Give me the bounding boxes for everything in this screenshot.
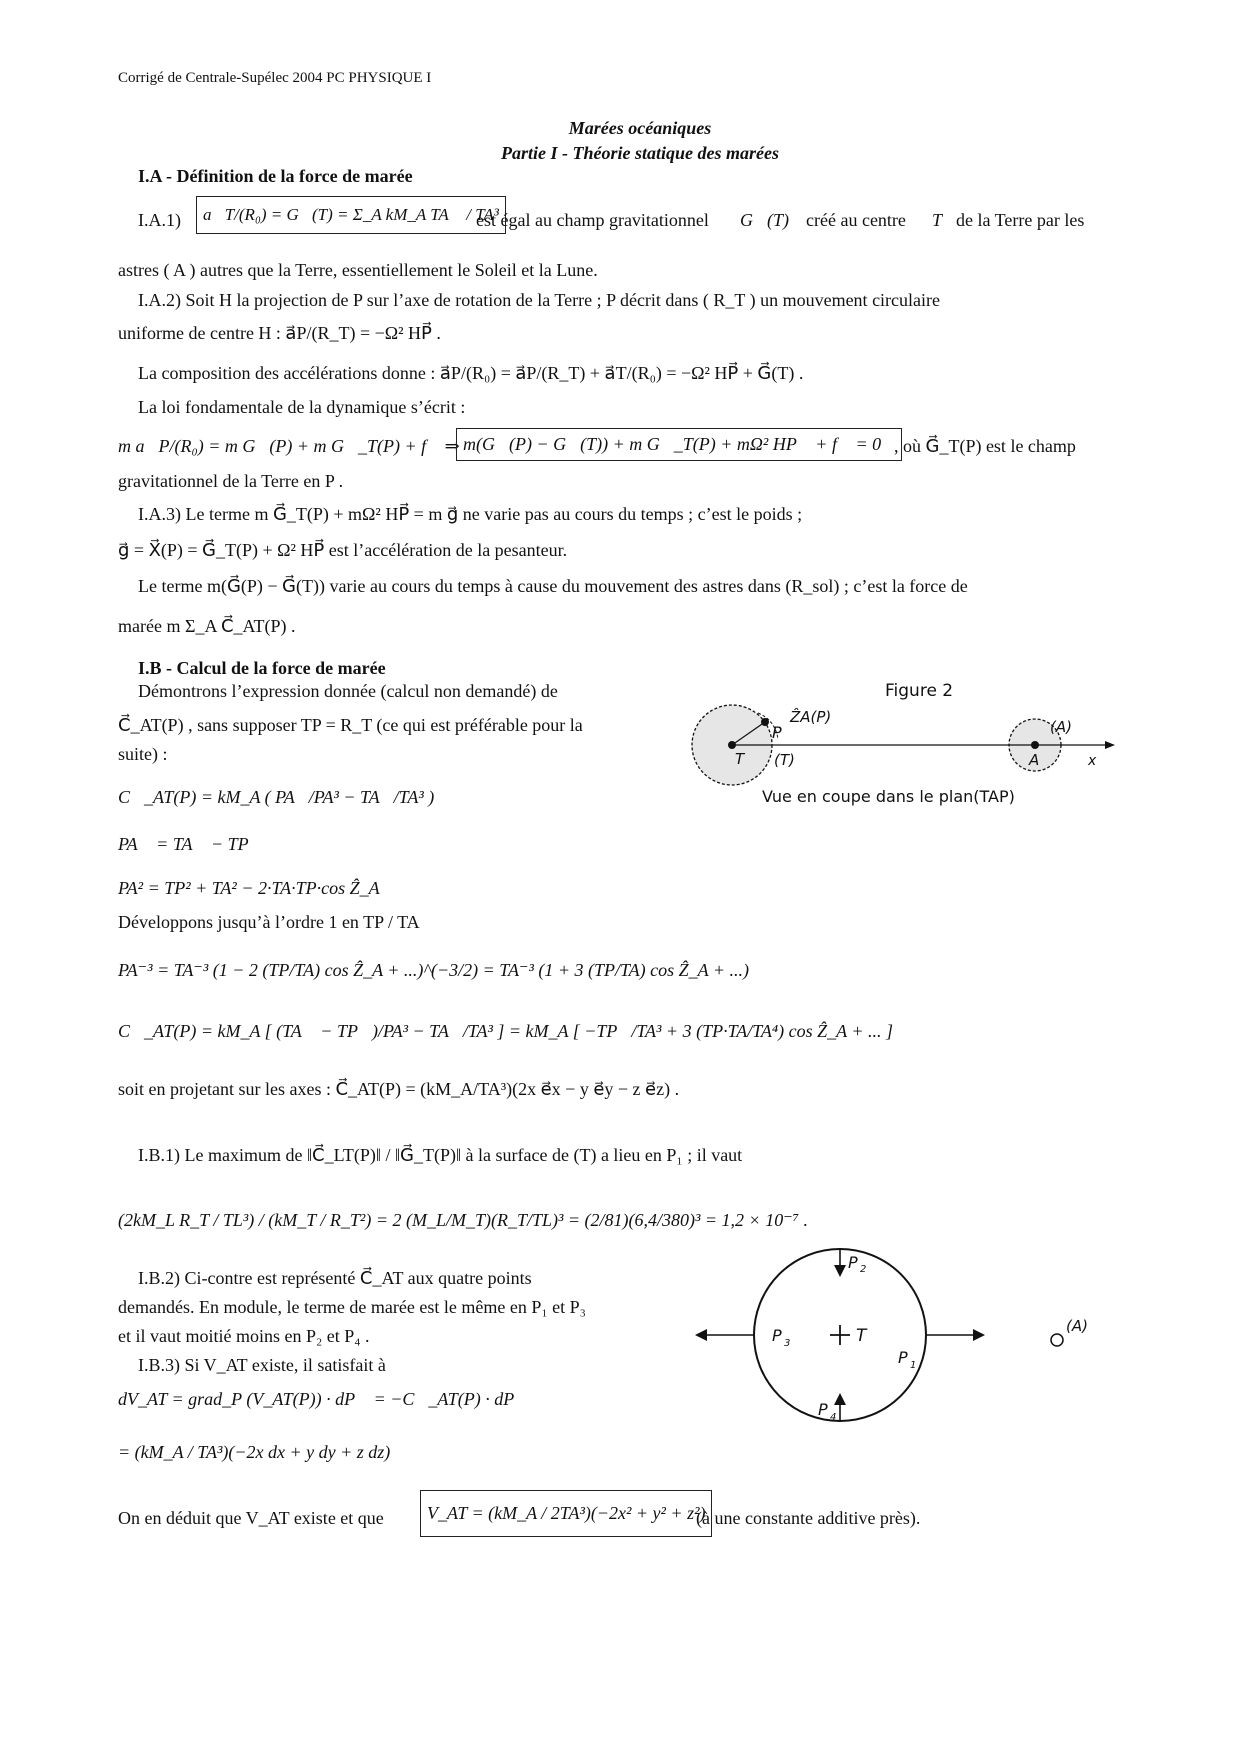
section-a-heading: I.A - Définition de la force de marée — [138, 166, 413, 186]
fig3-label-p1-sub: 1 — [910, 1360, 917, 1371]
ia1-symbol-t: T — [932, 210, 943, 230]
label-t: T — [735, 750, 745, 768]
ia2-equation-right: , où G⃗_T(P) est le champ — [894, 436, 1076, 456]
ia2-equation-box: m(G⃗(P) − G⃗(T)) + m G⃗_T(P) + mΩ² HP⃗ + f⃗ = 0⃗ — [456, 428, 902, 461]
ib-eq-4: PA⁻³ = TA⁻³ (1 − 2 (TP/TA) cos Ẑ_A + ...)^(−3/2) = TA⁻³ (1 + 3 (TP/TA) cos Ẑ_A + ...) — [118, 960, 749, 980]
section-b-heading: I.B - Calcul de la force de marée — [138, 658, 386, 678]
fig3-label-p1: P — [898, 1348, 908, 1367]
ib-eq-1: C⃗_AT(P) = kM_A ( PA⃗/PA³ − TA⃗/TA³ ) — [118, 787, 435, 807]
label-t-paren: (T) — [774, 751, 795, 769]
ib-eq-2: PA⃗ = TA⃗ − TP⃗ — [118, 834, 263, 854]
figure-3 — [690, 1245, 1110, 1425]
body-a-marker — [1051, 1334, 1063, 1346]
ia3-line-3: Le terme m(G⃗(P) − G⃗(T)) varie au cours du temps à cause du mouvement des astres dans (R_sol) ; c’est la force de — [138, 576, 968, 596]
ia1-boxed-formula: a⃗T/(R₀) = G⃗(T) = Σ_A kM_A TA⃗ / TA³ — [196, 196, 506, 234]
figure-2-caption: Vue en coupe dans le plan(TAP) — [762, 787, 1015, 806]
conclusion-box: V_AT = (kM_A / 2TA³)(−2x² + y² + z²) — [420, 1490, 712, 1537]
ia2-line-1: I.A.2) Soit H la projection de P sur l’axe de rotation de la Terre ; P décrit dans ( R_T ) un mouvement circulaire — [138, 290, 941, 310]
label-a: A — [1029, 751, 1040, 769]
ia1-line-2: astres ( A ) autres que la Terre, essentiellement le Soleil et la Lune. — [118, 260, 598, 280]
ib-develop: Développons jusqu’à l’ordre 1 en TP / TA — [118, 912, 420, 932]
ib-intro-2: C⃗_AT(P) , sans supposer TP = R_T (ce qui est préférable pour la — [118, 715, 583, 735]
fig3-label-t: T — [856, 1326, 867, 1346]
figure-2-title: Figure 2 — [885, 681, 954, 701]
label-za: ẐA(P) — [790, 708, 832, 726]
ia1-text-2: créé au centre — [806, 210, 906, 230]
fig3-label-p3: P — [772, 1326, 782, 1345]
conclusion-right: (à une constante additive près). — [696, 1508, 921, 1528]
ib1-line-1: I.B.1) Le maximum de ‖C⃗_LT(P)‖ / ‖G⃗_T(P)‖ à la surface de (T) a lieu en P₁ ; il vaut — [138, 1145, 743, 1165]
point-p — [761, 718, 769, 726]
figure-2 — [680, 675, 1120, 820]
fig3-label-p4-sub: 4 — [830, 1412, 837, 1423]
ia2-line-3: La composition des accélérations donne : a⃗P/(R₀) = a⃗P/(R_T) + a⃗T/(R₀) = −Ω² HP⃗ + G⃗(T) . — [138, 363, 804, 383]
ib-eq-3: PA² = TP² + TA² − 2·TA·TP·cos Ẑ_A — [118, 878, 380, 898]
force-arrowhead-p2 — [834, 1265, 846, 1277]
ib-eq-5: C⃗_AT(P) = kM_A [ (TA⃗ − TP⃗)/PA³ − TA⃗/TA³ ] = kM_A [ −TP⃗/TA³ + 3 (TP·TA/TA⁴) cos Ẑ_A + ... ] — [118, 1021, 893, 1041]
fig3-label-p2-sub: 2 — [860, 1264, 867, 1275]
ia1-label: I.A.1) — [138, 210, 181, 230]
point-t — [728, 741, 736, 749]
ia2-line-6: gravitationnel de la Terre en P . — [118, 471, 344, 491]
ib-intro-3: suite) : — [118, 744, 168, 764]
ib-intro-1: Démontrons l’expression donnée (calcul non demandé) de — [138, 681, 558, 701]
label-p: P — [772, 723, 782, 742]
ia2-line-4: La loi fondamentale de la dynamique s’écrit : — [138, 397, 466, 417]
ib2-line-1: I.B.2) Ci-contre est représenté C⃗_AT aux quatre points — [138, 1268, 532, 1288]
page-header: Corrigé de Centrale-Supélec 2004 PC PHYSIQUE I — [118, 70, 432, 86]
ib1-line-2: (2kM_L R_T / TL³) / (kM_T / R_T²) = 2 (M_L/M_T)(R_T/TL)³ = (2/81)(6,4/380)³ = 1,2 × 10⁻⁷ . — [118, 1210, 808, 1230]
ia2-line-2: uniforme de centre H : a⃗P/(R_T) = −Ω² HP⃗ . — [118, 323, 441, 343]
fig3-label-p2: P — [848, 1253, 858, 1272]
fig3-label-a: (A) — [1066, 1317, 1088, 1335]
point-a — [1031, 741, 1039, 749]
document-subtitle: Partie I - Théorie statique des marées — [501, 143, 779, 163]
ib-projection: soit en projetant sur les axes : C⃗_AT(P) = (kM_A/TA³)(2x e⃗x − y e⃗y − z e⃗z) . — [118, 1079, 680, 1099]
force-arrowhead-p4 — [834, 1393, 846, 1405]
ib2-line-2: demandés. En module, le terme de marée est le même en P₁ et P₃ — [118, 1297, 586, 1317]
force-arrowhead-p3 — [695, 1329, 707, 1341]
label-a-paren: (A) — [1050, 718, 1072, 736]
ia2-equation-left: m a⃗P/(R₀) = m G⃗(P) + m G⃗_T(P) + f⃗ ⇒ — [118, 436, 460, 456]
ia3-line-4: marée m Σ_A C⃗_AT(P) . — [118, 616, 296, 636]
ib2-line-3: et il vaut moitié moins en P₂ et P₄ . — [118, 1326, 370, 1346]
label-x: x — [1088, 753, 1097, 769]
document-title: Marées océaniques — [568, 118, 712, 138]
force-arrowhead-p1 — [973, 1329, 985, 1341]
ia3-line-1: I.A.3) Le terme m G⃗_T(P) + mΩ² HP⃗ = m g⃗ ne varie pas au cours du temps ; c’est le poids ; — [138, 504, 803, 524]
conclusion-left: On en déduit que V_AT existe et que — [118, 1508, 384, 1528]
x-axis-arrow — [1105, 741, 1115, 749]
ia1-symbol-gt: G⃗(T) — [740, 210, 789, 230]
ib3-line-1: I.B.3) Si V_AT existe, il satisfait à — [138, 1355, 386, 1375]
fig3-label-p3-sub: 3 — [784, 1338, 791, 1349]
ia1-text-1: est égal au champ gravitationnel — [476, 210, 709, 230]
ia3-line-2: g⃗ = X⃗(P) = G⃗_T(P) + Ω² HP⃗ est l’accélération de la pesanteur. — [118, 540, 568, 560]
ia1-text-3: de la Terre par les — [956, 210, 1085, 230]
ib3-line-2: dV_AT = grad_P (V_AT(P)) · dP⃗ = −C⃗_AT(P) · dP⃗ — [118, 1389, 529, 1409]
fig3-label-p4: P — [818, 1400, 828, 1419]
ib3-line-3: = (kM_A / TA³)(−2x dx + y dy + z dz) — [118, 1442, 391, 1462]
